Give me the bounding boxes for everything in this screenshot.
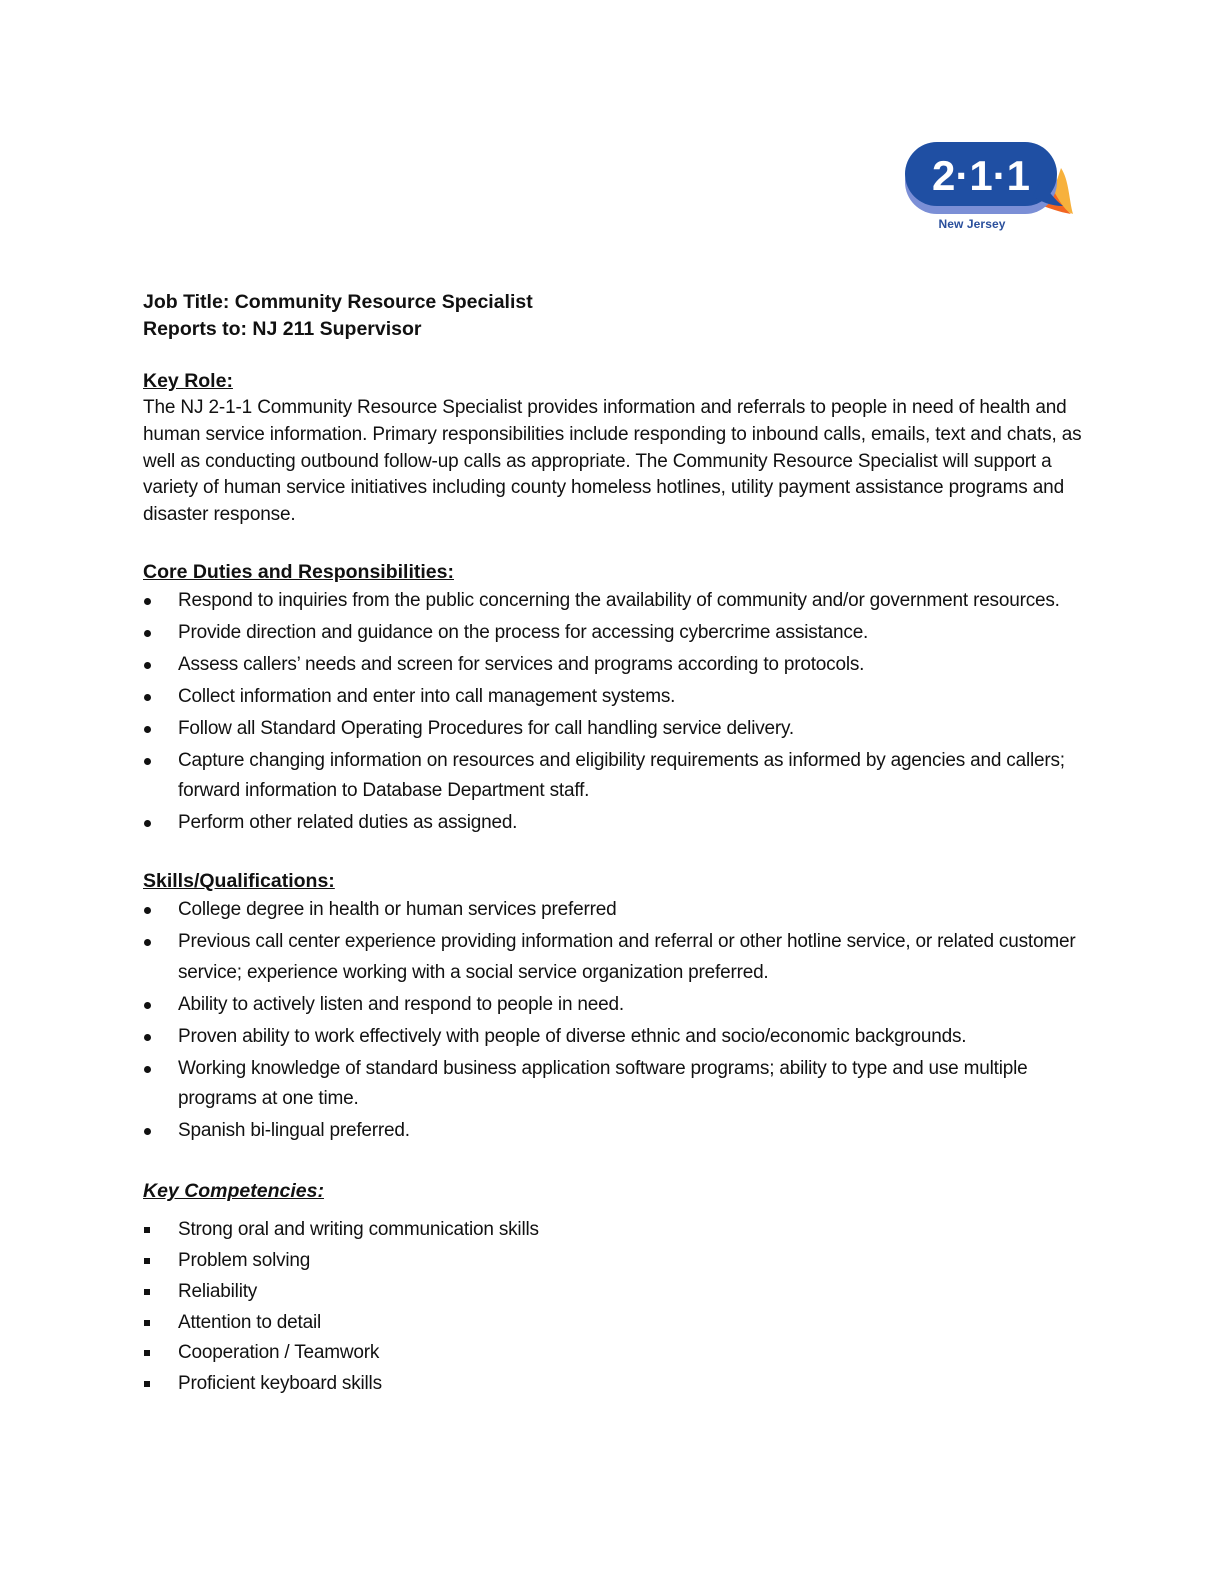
- list-item: Assess callers’ needs and screen for services and programs according to protocols.: [143, 650, 1083, 681]
- core-duties-heading: Core Duties and Responsibilities:: [143, 560, 454, 583]
- list-item: Previous call center experience providing information and referral or other hotline service, or related customer service; experience working with a social service organization preferred.: [143, 927, 1083, 988]
- list-item: Provide direction and guidance on the process for accessing cybercrime assistance.: [143, 618, 1083, 649]
- competencies-list: [143, 1215, 1083, 1399]
- skills-heading: Skills/Qualifications:: [143, 870, 335, 893]
- list-item: Respond to inquiries from the public concerning the availability of community and/or government resources.: [143, 586, 1083, 617]
- key-role-body: The NJ 2-1-1 Community Resource Specialist provides information and referrals to people in need of health and human service information. Primary responsibilities include responding to inbound calls, emails, text and chats, as well as conducting outbound follow-up calls as appropriate. The Community Resource Specialist will support a variety of human service initiatives including county homeless hotlines, utility payment assistance programs and disaster response.: [143, 397, 1082, 526]
- list-item: Spanish bi-lingual preferred.: [143, 1116, 1083, 1147]
- job-title: Job Title: Community Resource Specialist: [143, 291, 533, 313]
- list-item: Cooperation / Teamwork: [143, 1338, 1083, 1369]
- list-item: Strong oral and writing communication skills: [143, 1215, 1083, 1246]
- list-item: Perform other related duties as assigned.: [143, 808, 1083, 839]
- speech-bubble-logo-icon: [903, 140, 1073, 220]
- job-description: [143, 289, 1083, 1400]
- logo-caption: New Jersey: [938, 217, 1006, 231]
- list-item: Collect information and enter into call management systems.: [143, 682, 1083, 713]
- competencies-heading: Key Competencies:: [143, 1180, 324, 1203]
- list-item: Follow all Standard Operating Procedures for call handling service delivery.: [143, 714, 1083, 745]
- list-item: Proven ability to work effectively with people of diverse ethnic and socio/economic backgrounds.: [143, 1022, 1083, 1053]
- skills-list: [143, 895, 1083, 1147]
- svg-text:2·1·1: 2·1·1: [931, 152, 1031, 199]
- list-item: College degree in health or human services preferred: [143, 895, 1083, 926]
- list-item: Proficient keyboard skills: [143, 1369, 1083, 1400]
- list-item: Attention to detail: [143, 1308, 1083, 1339]
- list-item: Problem solving: [143, 1246, 1083, 1277]
- nj-211-logo: [903, 140, 1073, 235]
- key-role-heading: Key Role:: [143, 370, 233, 392]
- list-item: Capture changing information on resources and eligibility requirements as informed by agencies and callers; forward information to Database Department staff.: [143, 746, 1083, 807]
- list-item: Ability to actively listen and respond to people in need.: [143, 990, 1083, 1021]
- list-item: Reliability: [143, 1277, 1083, 1308]
- reports-to: Reports to: NJ 211 Supervisor: [143, 318, 422, 340]
- core-duties-list: [143, 586, 1083, 839]
- list-item: Working knowledge of standard business application software programs; ability to type and use multiple programs at one time.: [143, 1054, 1083, 1115]
